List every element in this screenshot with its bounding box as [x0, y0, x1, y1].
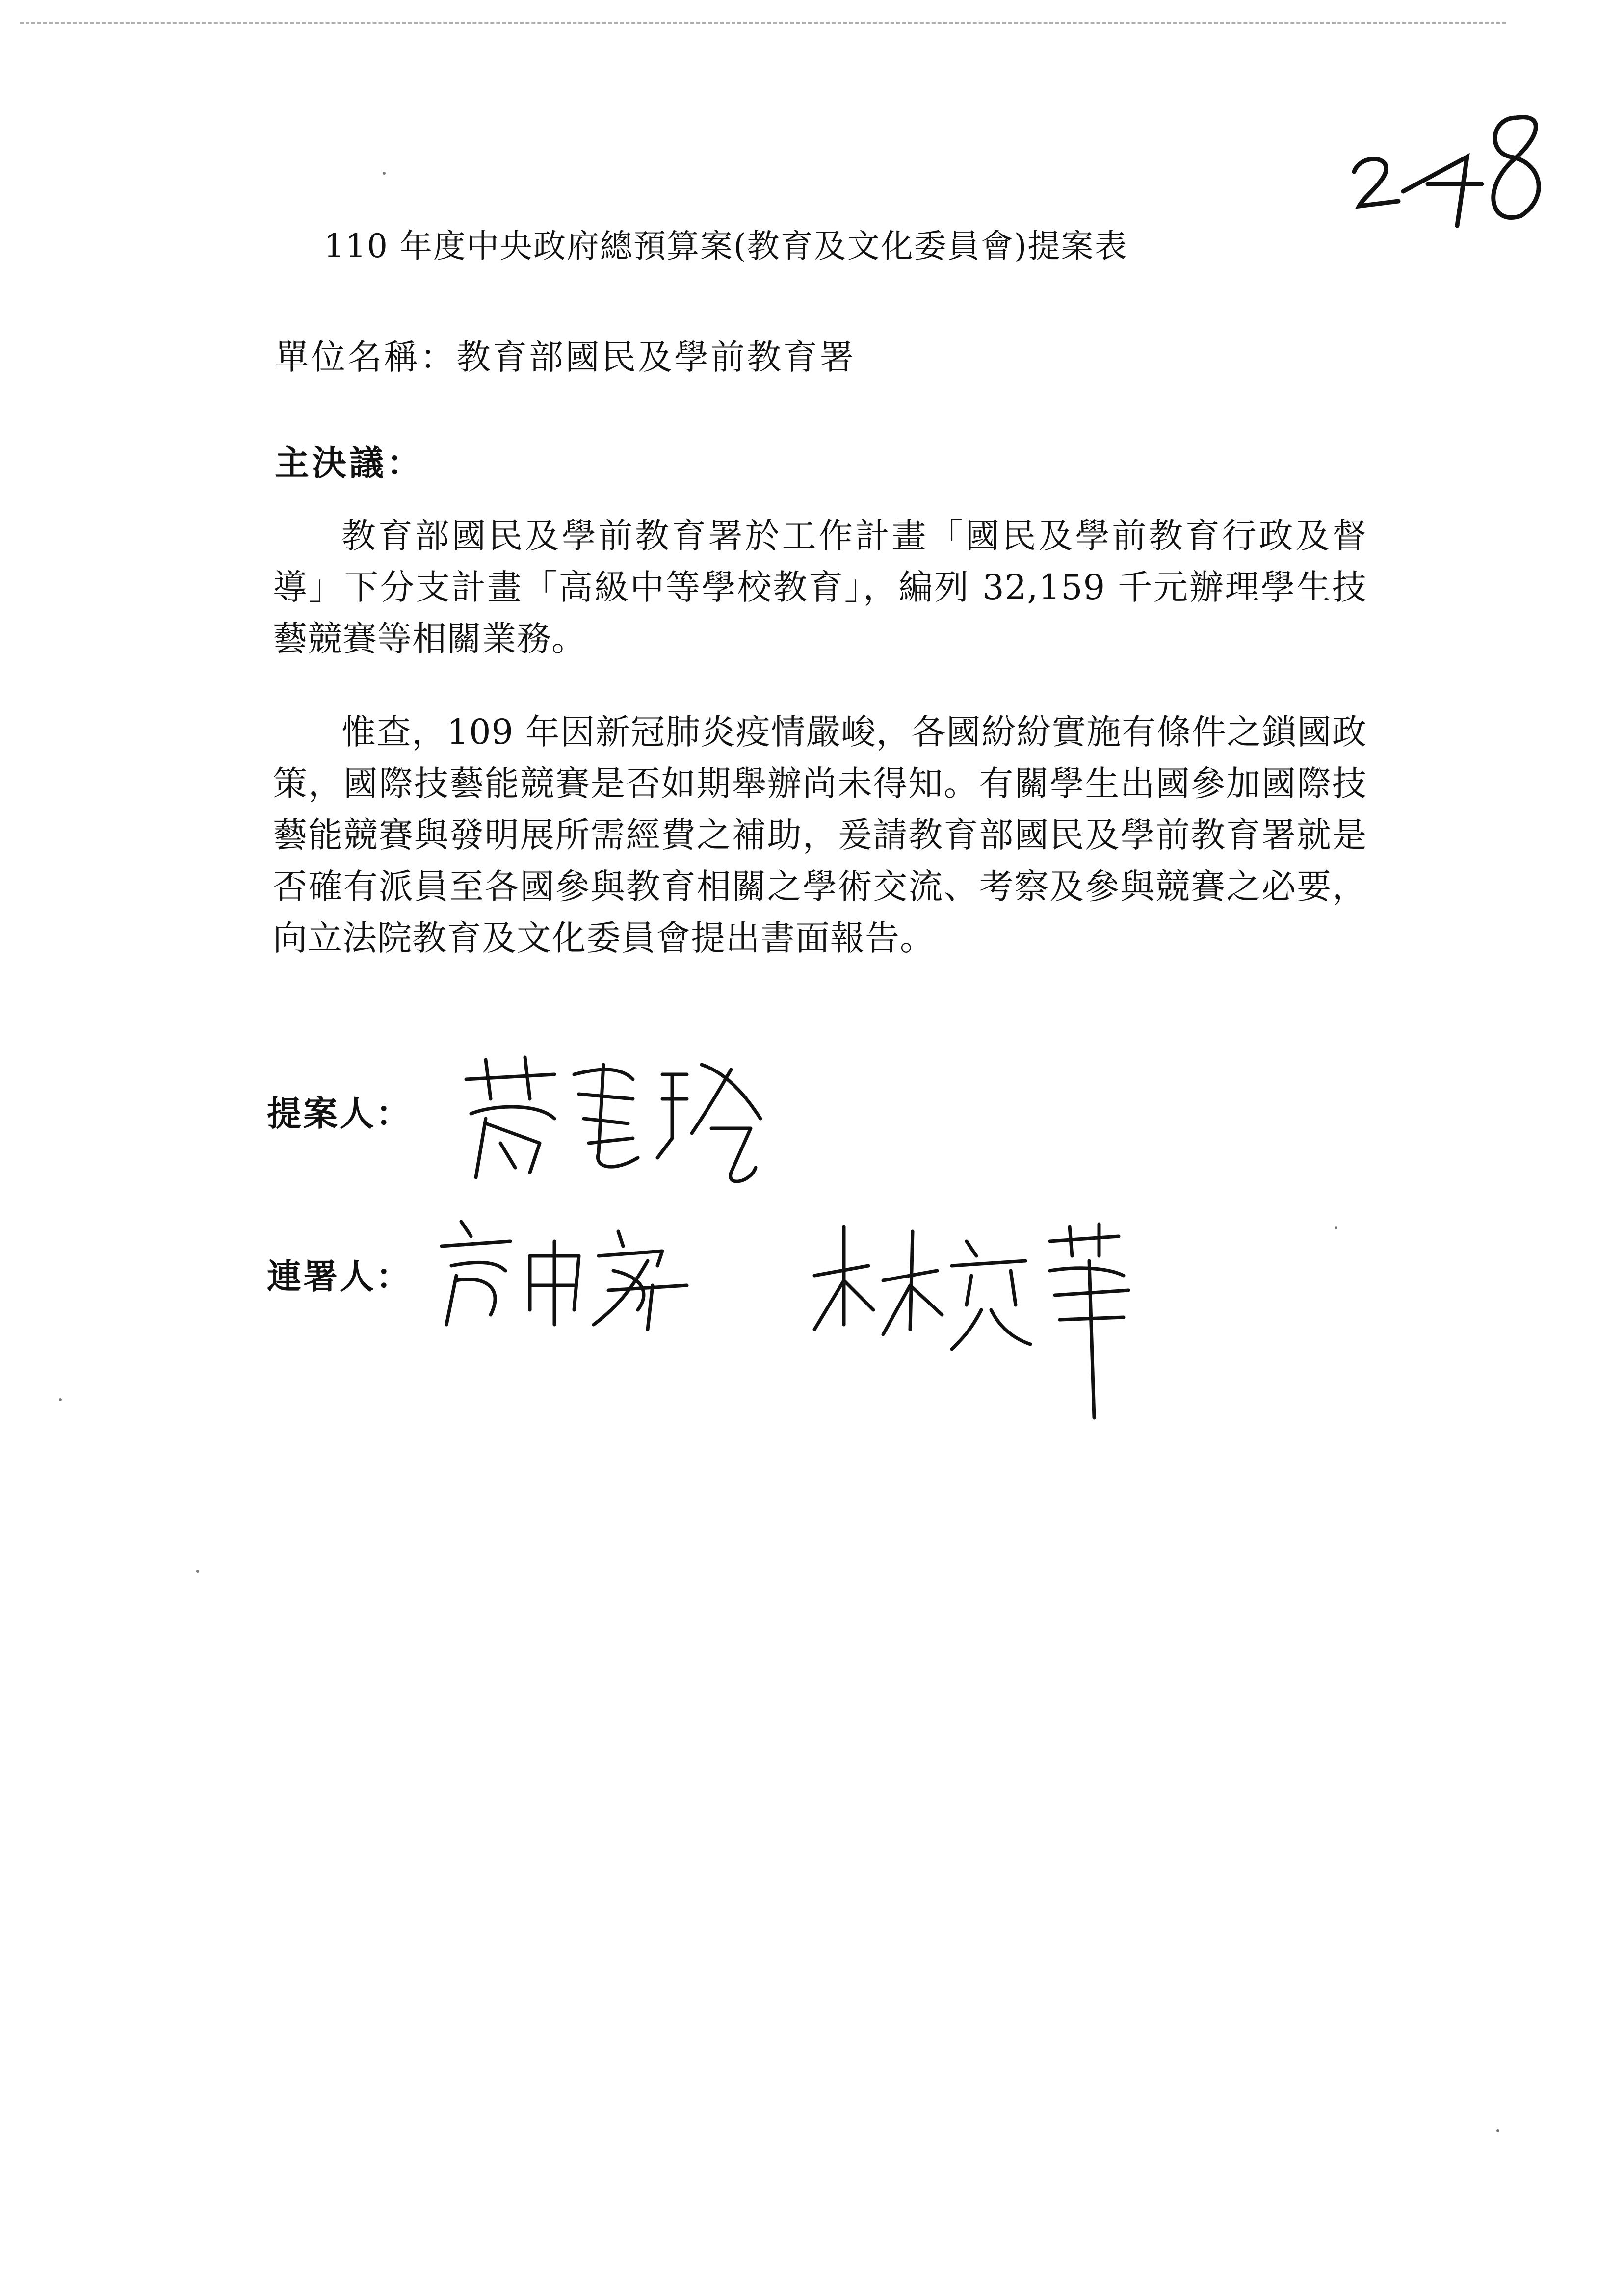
- resolution-label: 主決議：: [275, 443, 424, 483]
- scan-speck: [1496, 2129, 1499, 2132]
- proposer-signature: [456, 1045, 770, 1192]
- scan-speck: [383, 172, 386, 175]
- scan-speck: [196, 1570, 199, 1573]
- resolution-paragraph-1: 教育部國民及學前教育署於工作計畫「國民及學前教育行政及督導」下分支計畫「高級中等學校教育」，編列 32,159 千元辦理學生技藝競賽等相關業務。: [273, 516, 1367, 659]
- scan-speck: [1335, 1226, 1337, 1229]
- cosigner-signature-1: [432, 1212, 707, 1334]
- page-title: 110 年度中央政府總預算案(教育及文化委員會)提案表: [324, 227, 1128, 265]
- proposer-label: 提案人：: [267, 1093, 412, 1134]
- resolution-paragraph-2: 惟查，109 年因新冠肺炎疫情嚴峻，各國紛紛實施有條件之鎖國政策，國際技藝能競賽是否如期舉辦尚未得知。有關學生出國參加國際技藝能競賽與發明展所需經費之補助，爰請教育部國民及學前教育署就是否確有派員至各國參與教育相關之學術交流、考察及參與競賽之必要，向立法院教育及文化委員會提出書面報告。: [273, 712, 1367, 958]
- scan-edge-artifact: [20, 22, 1506, 26]
- cosigner-signature-2: [805, 1212, 1138, 1423]
- unit-name: 單位名稱：教育部國民及學前教育署: [275, 337, 856, 377]
- handwritten-page-number: [1344, 98, 1580, 235]
- scan-speck: [59, 1398, 62, 1401]
- cosigner-label: 連署人：: [267, 1256, 412, 1297]
